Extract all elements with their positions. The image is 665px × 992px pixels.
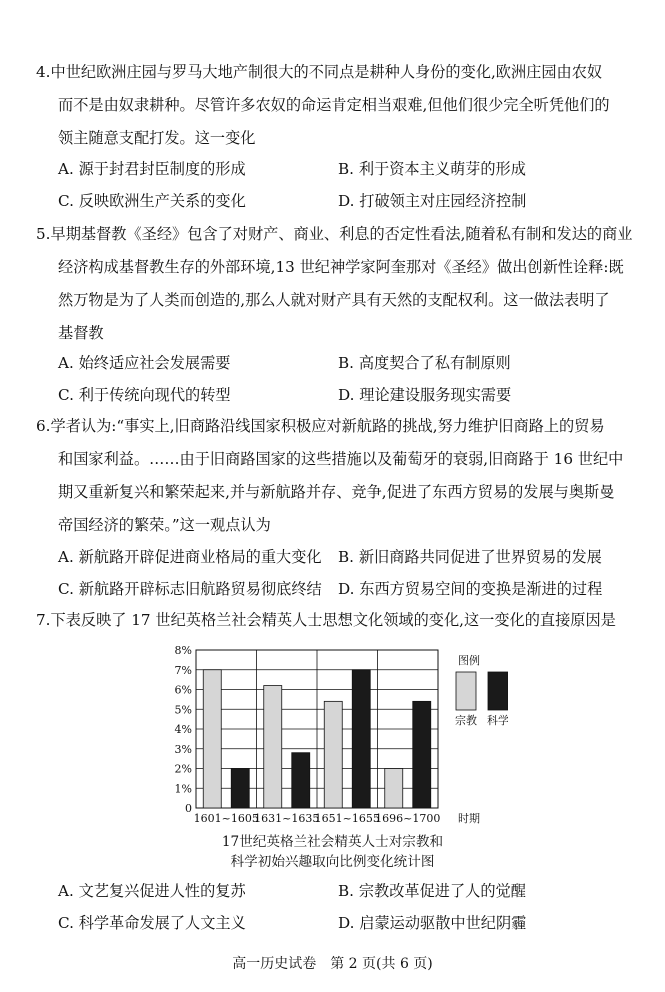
question-number: 4. xyxy=(36,63,51,81)
option-b[interactable]: B. 宗教改革促进了人的觉醒 xyxy=(338,882,526,900)
question-stem: 中世纪欧洲庄园与罗马大地产制很大的不同点是耕种人身份的变化,欧洲庄园由农奴 xyxy=(50,63,603,81)
question-4 xyxy=(36,56,636,155)
question-7 xyxy=(36,604,636,637)
option-d[interactable]: D. 理论建设服务现实需要 xyxy=(338,386,512,404)
option-d[interactable]: D. 东西方贸易空间的变换是渐进的过程 xyxy=(338,580,603,598)
x-axis-label: 时期 xyxy=(458,812,480,825)
question-5 xyxy=(36,218,636,350)
question-6-line-2: 和国家利益。……由于旧商路国家的这些措施以及葡萄牙的衰弱,旧商路于 16 世纪中 xyxy=(58,450,624,468)
bar-religion xyxy=(264,686,282,808)
bar-religion xyxy=(203,670,221,808)
option-b[interactable]: B. 高度契合了私有制原则 xyxy=(338,354,511,372)
option-a[interactable]: A. 文艺复兴促进人性的复苏 xyxy=(58,882,246,900)
x-tick-label: 1696~1700 xyxy=(375,812,441,825)
option-d[interactable]: D. 启蒙运动驱散中世纪阴霾 xyxy=(338,914,527,932)
question-7-line-1 xyxy=(36,604,636,637)
question-5-line-3: 然万物是为了人类而创造的,那么人就对财产具有天然的支配权利。这一做法表明了 xyxy=(58,291,610,309)
x-tick-label: 1601~1605 xyxy=(193,812,259,825)
question-4-line-3: 领主随意支配打发。这一变化 xyxy=(58,129,256,147)
bar-science xyxy=(231,769,249,809)
bar-science xyxy=(292,753,310,808)
question-number: 5. xyxy=(36,225,51,243)
page-footer: 高一历史试卷 第 2 页(共 6 页) xyxy=(232,956,433,972)
option-c[interactable]: C. 反映欧洲生产关系的变化 xyxy=(58,192,246,210)
y-tick-label: 2% xyxy=(174,762,192,776)
legend-title: 图例 xyxy=(458,654,480,667)
bar-science xyxy=(413,701,431,808)
x-tick-label: 1631~1635 xyxy=(254,812,320,825)
question-4-line-1 xyxy=(36,56,636,89)
bar-science xyxy=(352,670,370,808)
option-b[interactable]: B. 新旧商路共同促进了世界贸易的发展 xyxy=(338,548,602,566)
y-tick-label: 8% xyxy=(174,644,192,657)
bar-chart-svg xyxy=(168,640,508,840)
option-d[interactable]: D. 打破领主对庄园经济控制 xyxy=(338,192,527,210)
x-tick-label: 1651~1655 xyxy=(314,812,380,825)
y-tick-label: 4% xyxy=(174,723,192,736)
bar-religion xyxy=(324,701,342,808)
y-tick-label: 0 xyxy=(185,802,192,815)
option-a[interactable]: A. 新航路开辟促进商业格局的重大变化 xyxy=(58,548,322,566)
question-number: 7. xyxy=(36,611,51,629)
legend-label: 科学 xyxy=(487,714,508,727)
legend-swatch-religion xyxy=(456,672,476,710)
option-c[interactable]: C. 科学革命发展了人文主义 xyxy=(58,914,246,932)
option-c[interactable]: C. 新航路开辟标志旧航路贸易彻底终结 xyxy=(58,580,322,598)
chart-caption xyxy=(0,832,665,872)
question-5-line-1 xyxy=(36,218,636,251)
question-number: 6. xyxy=(36,417,51,435)
y-tick-label: 3% xyxy=(174,742,192,756)
option-a[interactable]: A. 始终适应社会发展需要 xyxy=(58,354,231,372)
question-6 xyxy=(36,410,636,542)
legend-swatch-science xyxy=(488,672,508,710)
chart-caption-line-1: 17世纪英格兰社会精英人士对宗教和 xyxy=(221,834,444,850)
question-6-line-4: 帝国经济的繁荣。”这一观点认为 xyxy=(58,516,271,534)
question-stem: 下表反映了 17 世纪英格兰社会精英人士思想文化领域的变化,这一变化的直接原因是 xyxy=(50,611,616,629)
y-tick-label: 6% xyxy=(174,683,192,697)
option-c[interactable]: C. 利于传统向现代的转型 xyxy=(58,386,231,404)
chart-caption-line-2: 科学初始兴趣取向比例变化统计图 xyxy=(230,854,435,870)
question-stem: 早期基督教《圣经》包含了对财产、商业、利息的否定性看法,随着私有制和发达的商业 xyxy=(50,225,633,243)
bar-religion xyxy=(385,769,403,809)
question-6-line-1 xyxy=(36,410,636,443)
y-tick-label: 5% xyxy=(174,703,192,717)
option-b[interactable]: B. 利于资本主义萌芽的形成 xyxy=(338,160,526,178)
question-stem: 学者认为:“事实上,旧商路沿线国家积极应对新航路的挑战,努力维护旧商路上的贸易 xyxy=(50,417,605,435)
option-a[interactable]: A. 源于封君封臣制度的形成 xyxy=(58,160,246,178)
question-5-line-2: 经济构成基督教生存的外部环境,13 世纪神学家阿奎那对《圣经》做出创新性诠释:既 xyxy=(58,258,624,276)
question-5-line-4: 基督教 xyxy=(58,324,104,342)
legend-label: 宗教 xyxy=(455,714,477,727)
y-tick-label: 1% xyxy=(174,782,192,796)
question-4-line-2: 而不是由奴隶耕种。尽管许多农奴的命运肯定相当艰难,但他们很少完全听凭他们的 xyxy=(58,96,610,114)
y-tick-label: 7% xyxy=(174,663,192,677)
question-6-line-3: 期又重新复兴和繁荣起来,并与新航路并存、竞争,促进了东西方贸易的发展与奥斯曼 xyxy=(58,483,615,501)
